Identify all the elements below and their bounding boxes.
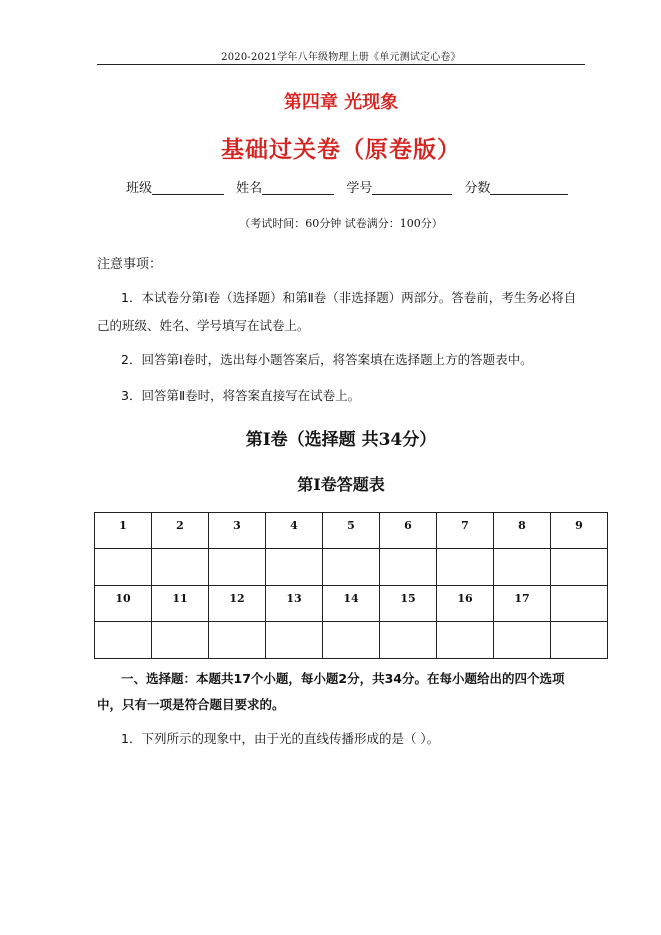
section-instruction: 一、选择题：本题共17个小题，每小题2分，共34分。在每小题给出的四个选项中，只有一项是符合题目要求的。: [97, 671, 565, 712]
question-number-cell: 2: [152, 513, 209, 549]
table-row: [95, 586, 608, 622]
table-row: [95, 549, 608, 586]
score-field: [464, 177, 576, 196]
question-number-cell: 8: [494, 513, 551, 549]
question-number-cell: 6: [380, 513, 437, 549]
notice-item-1: 1．本试卷分第Ⅰ卷（选择题）和第Ⅱ卷（非选择题）两部分。答卷前，考生务必将自己的班级、姓名、学号填写在试卷上。: [97, 290, 577, 333]
answer-cell[interactable]: [152, 549, 209, 586]
page-header: 2020-2021学年八年级物理上册《单元测试定心卷》: [221, 52, 461, 63]
question-number-cell: 12: [209, 586, 266, 622]
question-number-cell: 15: [380, 586, 437, 622]
question-number-cell: 10: [95, 586, 152, 622]
score-label: 分数: [464, 181, 491, 196]
question-number-cell: 3: [209, 513, 266, 549]
answer-cell[interactable]: [266, 549, 323, 586]
table-row: [95, 622, 608, 659]
answer-cell[interactable]: [323, 549, 380, 586]
question-number-cell: 11: [152, 586, 209, 622]
answer-cell[interactable]: [494, 622, 551, 659]
student-info-row: [126, 177, 586, 196]
answer-cell[interactable]: [95, 549, 152, 586]
student-id-field: [346, 177, 460, 196]
document-title: 基础过关卷（原卷版）: [221, 137, 461, 163]
score-blank[interactable]: [490, 180, 568, 195]
question-1: 1．下列所示的现象中，由于光的直线传播形成的是（ ）。: [121, 731, 440, 746]
question-number-cell: 4: [266, 513, 323, 549]
answer-cell[interactable]: [266, 622, 323, 659]
notice-item-2: 2．回答第Ⅰ卷时，选出每小题答案后，将答案填在选择题上方的答题表中。: [121, 352, 533, 367]
question-number-cell: 16: [437, 586, 494, 622]
question-number-cell: 7: [437, 513, 494, 549]
answer-cell[interactable]: [380, 549, 437, 586]
question-number-cell: [551, 586, 608, 622]
question-number-cell: 5: [323, 513, 380, 549]
name-blank[interactable]: [262, 180, 334, 195]
answer-cell[interactable]: [95, 622, 152, 659]
question-number-cell: 17: [494, 586, 551, 622]
answer-cell[interactable]: [209, 549, 266, 586]
name-field: [236, 177, 342, 196]
name-label: 姓名: [236, 181, 263, 196]
table-row: [95, 513, 608, 549]
answer-cell[interactable]: [323, 622, 380, 659]
class-label: 班级: [126, 181, 153, 196]
exam-meta: （考试时间：60分钟 试卷满分：100分）: [239, 217, 443, 230]
question-number-cell: 9: [551, 513, 608, 549]
section-title: 第Ⅰ卷（选择题 共34分）: [245, 430, 437, 450]
notice-item-3: 3．回答第Ⅱ卷时，将答案直接写在试卷上。: [121, 388, 361, 403]
question-number-cell: 14: [323, 586, 380, 622]
student-id-blank[interactable]: [372, 180, 452, 195]
question-number-cell: 1: [95, 513, 152, 549]
student-id-label: 学号: [346, 181, 373, 196]
answer-cell[interactable]: [437, 549, 494, 586]
answer-cell[interactable]: [209, 622, 266, 659]
answer-cell[interactable]: [551, 549, 608, 586]
answer-table: [94, 512, 608, 659]
answer-cell[interactable]: [551, 622, 608, 659]
answer-cell[interactable]: [494, 549, 551, 586]
chapter-title: 第四章 光现象: [283, 92, 399, 113]
class-blank[interactable]: [152, 180, 224, 195]
answer-cell[interactable]: [437, 622, 494, 659]
question-number-cell: 13: [266, 586, 323, 622]
answer-table-title: 第Ⅰ卷答题表: [297, 475, 385, 494]
class-field: [126, 177, 232, 196]
notice-title: 注意事项：: [97, 257, 163, 272]
answer-cell[interactable]: [380, 622, 437, 659]
answer-cell[interactable]: [152, 622, 209, 659]
header-rule: [97, 64, 585, 65]
